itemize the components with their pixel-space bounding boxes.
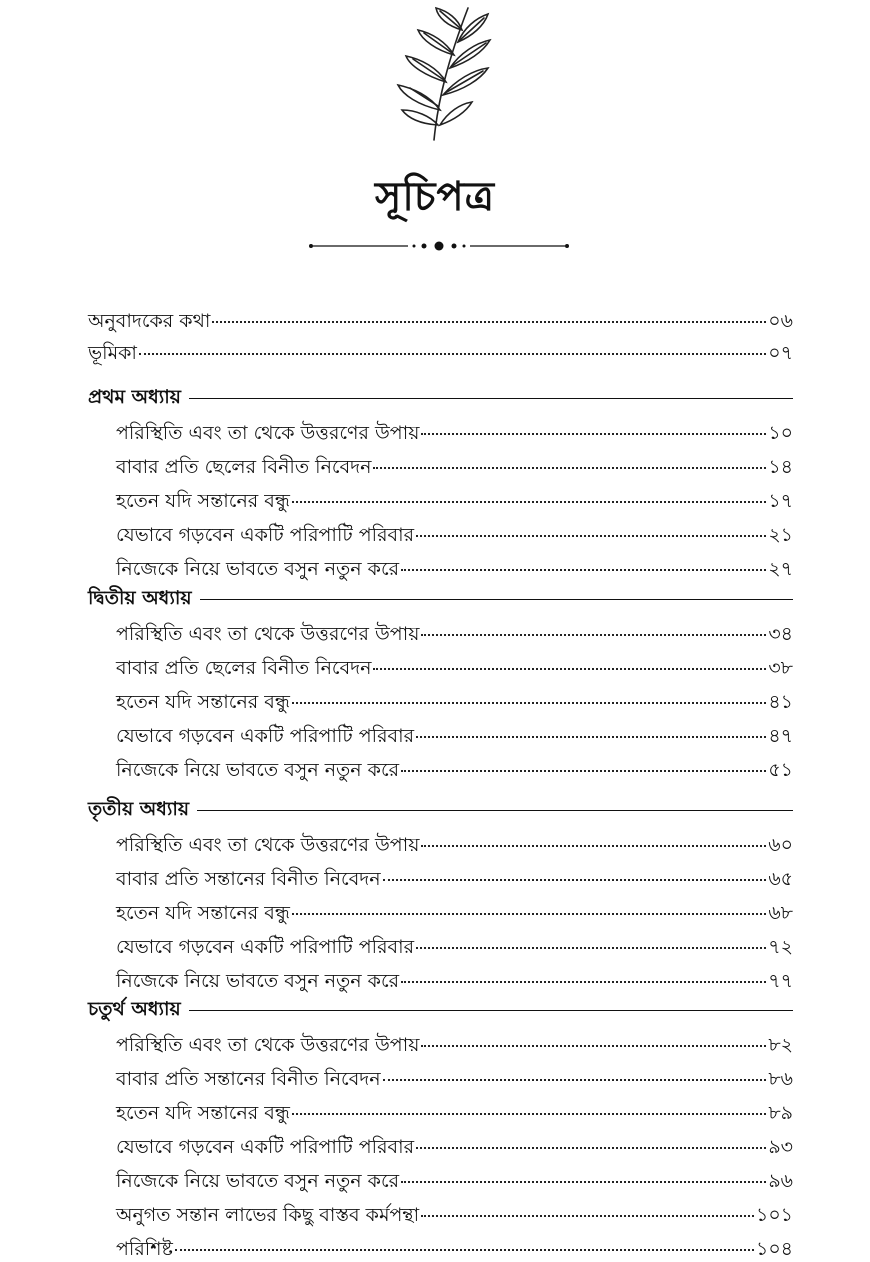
toc-entry-label: বাবার প্রতি ছেলের বিনীত নিবেদন (116, 456, 372, 478)
toc-entry (116, 723, 793, 749)
chapter-heading-label: তৃতীয় অধ্যায় (88, 798, 190, 820)
toc-page-number: ২৭ (768, 558, 793, 580)
toc-page-number: ৮৬ (768, 1068, 793, 1090)
toc-page-number: ১০১ (755, 1204, 793, 1226)
toc-page-number: ০৬ (768, 310, 793, 332)
toc-entry-label: নিজেকে নিয়ে ভাবতে বসুন নতুন করে (116, 970, 400, 992)
toc-entry-label: নিজেকে নিয়ে ভাবতে বসুন নতুন করে (116, 759, 400, 781)
dot-leader (421, 845, 766, 847)
toc-entry (116, 621, 793, 647)
toc-entry (116, 1202, 793, 1228)
dot-leader (401, 770, 766, 772)
toc-entry (116, 420, 793, 446)
toc-entry-label: পরিস্থিতি এবং তা থেকে উত্তরণের উপায় (116, 1034, 420, 1056)
toc-page-number: ৯৩ (768, 1136, 793, 1158)
toc-entry (116, 1168, 793, 1194)
toc-page-number: ৪১ (768, 691, 793, 713)
dot-leader (421, 634, 766, 636)
toc-page-number: ১৭ (768, 490, 793, 512)
toc-entry (116, 866, 793, 892)
toc-entry-label: নিজেকে নিয়ে ভাবতে বসুন নতুন করে (116, 558, 400, 580)
toc-entry-label: যেভাবে গড়বেন একটি পরিপাটি পরিবার (116, 936, 415, 958)
toc-page-number: ৬০ (768, 834, 793, 856)
toc-entry-label: হতেন যদি সন্তানের বন্ধু (116, 490, 290, 512)
toc-entry-label: হতেন যদি সন্তানের বন্ধু (116, 691, 290, 713)
dot-leader (292, 1113, 766, 1115)
toc-entry-label: অনুগত সন্তান লাভের কিছু বাস্তব কর্মপন্থা (116, 1204, 420, 1226)
toc-entry-label: ভূমিকা (88, 342, 137, 364)
toc-entry (88, 340, 793, 366)
dot-leader (383, 879, 767, 881)
chapter-heading-label: প্রথম অধ্যায় (88, 386, 181, 408)
chapter-heading (88, 996, 793, 1022)
toc-entry (116, 832, 793, 858)
dot-leader (401, 1181, 766, 1183)
toc-page-number: ৮৯ (768, 1102, 793, 1124)
dot-leader (401, 569, 766, 571)
toc-page-number: ১০৪ (755, 1238, 793, 1260)
toc-page-number: ৭২ (768, 936, 793, 958)
toc-entry-label: বাবার প্রতি সন্তানের বিনীত নিবেদন (116, 1068, 381, 1090)
toc-entry-label: পরিস্থিতি এবং তা থেকে উত্তরণের উপায় (116, 422, 420, 444)
toc-entry-label: অনুবাদকের কথা (88, 310, 211, 332)
toc-page-number: ২১ (768, 524, 793, 546)
toc-entry (116, 968, 793, 994)
dot-leader (292, 702, 766, 704)
dot-leader (292, 913, 766, 915)
toc-entry (116, 1134, 793, 1160)
toc-entry-label: যেভাবে গড়বেন একটি পরিপাটি পরিবার (116, 524, 415, 546)
chapter-rule (197, 810, 793, 811)
toc-page-number: ৪৭ (768, 725, 793, 747)
dot-leader (416, 947, 766, 949)
dot-leader (175, 1249, 754, 1251)
toc-page-number: ০৭ (768, 342, 793, 364)
toc-page-number: ৭৭ (768, 970, 793, 992)
toc-entry (116, 488, 793, 514)
toc-entry-label: বাবার প্রতি ছেলের বিনীত নিবেদন (116, 657, 372, 679)
dot-leader (212, 321, 766, 323)
chapter-rule (189, 398, 793, 399)
toc-page-number: ৯৬ (768, 1170, 793, 1192)
toc-page-number: ৩৮ (768, 657, 793, 679)
page-title: সূচিপত্র (375, 173, 495, 220)
toc-entry-label: যেভাবে গড়বেন একটি পরিপাটি পরিবার (116, 1136, 415, 1158)
dot-leader (421, 1215, 754, 1217)
toc-page-number: ৮২ (768, 1034, 793, 1056)
toc-entry (116, 655, 793, 681)
dot-leader (292, 501, 766, 503)
toc-entry-label: হতেন যদি সন্তানের বন্ধু (116, 1102, 290, 1124)
toc-entry (116, 900, 793, 926)
toc-entry (116, 556, 793, 582)
toc-entry-label: পরিস্থিতি এবং তা থেকে উত্তরণের উপায় (116, 834, 420, 856)
chapter-heading (88, 796, 793, 822)
chapter-heading-label: চতুর্থ অধ্যায় (88, 998, 181, 1020)
chapter-rule (200, 599, 793, 600)
toc-entry-label: যেভাবে গড়বেন একটি পরিপাটি পরিবার (116, 725, 415, 747)
chapter-heading-label: দ্বিতীয় অধ্যায় (88, 587, 192, 609)
dot-leader (139, 353, 766, 355)
dot-leader (416, 736, 766, 738)
toc-page-number: ৬৮ (768, 902, 793, 924)
toc-page-number: ১০ (768, 422, 793, 444)
dot-leader (416, 535, 766, 537)
toc-entry-label: হতেন যদি সন্তানের বন্ধু (116, 902, 290, 924)
toc-entry-label: নিজেকে নিয়ে ভাবতে বসুন নতুন করে (116, 1170, 400, 1192)
toc-entry (116, 1032, 793, 1058)
toc-entry-label: বাবার প্রতি সন্তানের বিনীত নিবেদন (116, 868, 381, 890)
toc-entry-label: পরিশিষ্ট (116, 1238, 173, 1260)
dot-leader (401, 981, 766, 983)
chapter-heading (88, 585, 793, 611)
toc-entry (116, 522, 793, 548)
dot-leader (416, 1147, 766, 1149)
toc-entry (116, 454, 793, 480)
toc-entry (116, 757, 793, 783)
toc-page-number: ৫১ (768, 759, 793, 781)
toc-page-number: ৬৫ (768, 868, 793, 890)
dot-leader (421, 1045, 766, 1047)
toc-entry (88, 308, 793, 334)
dot-leader (383, 1079, 767, 1081)
toc-entry (116, 934, 793, 960)
toc-entry (116, 1236, 793, 1262)
toc-page-number: ১৪ (768, 456, 793, 478)
toc-page-number: ৩৪ (768, 623, 793, 645)
dot-leader (373, 467, 766, 469)
toc-entry (116, 1066, 793, 1092)
toc-entry (116, 689, 793, 715)
dot-leader (373, 668, 766, 670)
chapter-rule (189, 1010, 793, 1011)
dot-leader (421, 433, 766, 435)
toc-entry-label: পরিস্থিতি এবং তা থেকে উত্তরণের উপায় (116, 623, 420, 645)
toc-entry (116, 1100, 793, 1126)
chapter-heading (88, 384, 793, 410)
